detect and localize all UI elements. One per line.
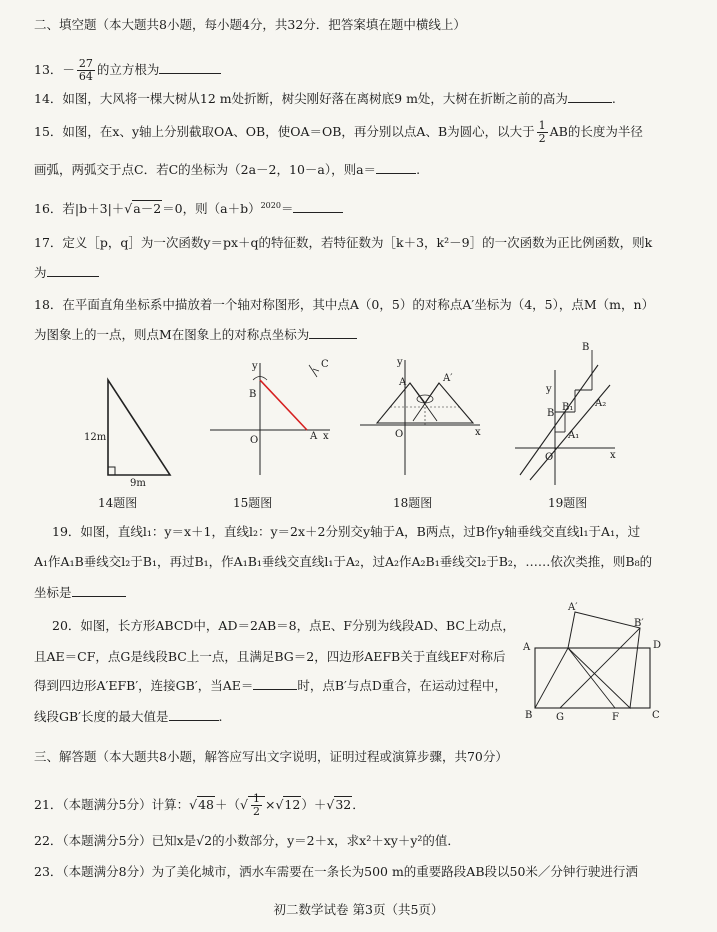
fig15-b-label: B bbox=[249, 389, 257, 400]
q16-post: ＝ bbox=[280, 201, 294, 217]
question-19-line-2: A₁作A₁B垂线交l₂于B₁，再过B₁，作A₁B₁垂线交直线l₁于A₂，过A₂作A₂B₁垂线交l₂于B₂，……依次类推，则B₈的 bbox=[34, 554, 653, 569]
question-22: 22．（本题满分5分）已知x是√2的小数部分，y＝2＋x，求x²＋xy＋y²的值． bbox=[34, 833, 460, 848]
q13-answer-blank[interactable] bbox=[159, 61, 221, 74]
question-16 bbox=[34, 197, 343, 218]
q20-line4: 线段GB′长度的最大值是 bbox=[34, 709, 169, 724]
fig15-c-label: C bbox=[321, 359, 329, 370]
q20-end: . bbox=[218, 709, 223, 724]
q20-line3-pre: 得到四边形A′EFB′，连接GB′，当AE＝ bbox=[34, 678, 254, 693]
question-20-line-1: 20．如图，长方形ABCD中，AD＝2AB＝8，点E、F分别为线段AD、BC上动点， bbox=[52, 618, 515, 633]
figure-15 bbox=[205, 355, 345, 485]
fig19-y-label: y bbox=[546, 384, 552, 395]
fig18-caption: 18题图 bbox=[393, 496, 433, 510]
tree-triangle bbox=[108, 380, 170, 475]
question-19-line-1: 19．如图，直线l₁：y＝x＋1，直线l₂：y＝2x＋2分别交y轴于A，B两点，过B作y轴垂线交直线l₁于A₁，过 bbox=[52, 524, 641, 539]
fig19-o-label: O bbox=[545, 452, 554, 463]
fig18-x-label: x bbox=[475, 427, 481, 438]
fig19-top-b-label: B bbox=[582, 342, 590, 353]
fig14-side-label: 12m bbox=[84, 432, 107, 443]
question-13 bbox=[34, 58, 221, 83]
fig19-a1-label: A₁ bbox=[568, 430, 580, 441]
fig18-o-label: O bbox=[395, 429, 404, 440]
question-20-line-3 bbox=[34, 677, 507, 695]
q16-exponent: 2020 bbox=[260, 201, 281, 210]
q16-radicand: a－2 bbox=[133, 201, 162, 217]
q13-text: 的立方根为 bbox=[96, 62, 160, 77]
q13-fraction bbox=[77, 58, 95, 83]
q21-sqrt-sign-3: √ bbox=[275, 797, 284, 812]
q14-text: 14．如图，大风将一棵大树从12 m处折断，树尖刚好落在离树底9 m处，大树在折断之前的高为 bbox=[34, 91, 568, 106]
q17-answer-blank[interactable] bbox=[47, 264, 99, 277]
question-18-line-1: 18．在平面直角坐标系中描放着一个轴对称图形，其中点A（0，5）的对称点A′坐标为（4，5），点M（m，n） bbox=[34, 297, 655, 312]
fig18-center-ellipse bbox=[417, 395, 433, 403]
q21-times: × bbox=[264, 797, 276, 812]
fig20-c-label: C bbox=[652, 710, 660, 721]
q16-mid: ＝0，则（a＋b） bbox=[162, 201, 261, 217]
fig14-base-label: 9m bbox=[130, 478, 146, 489]
q19-answer-blank[interactable] bbox=[72, 584, 126, 597]
question-18-line-2 bbox=[34, 326, 357, 344]
q16-sqrt-sign: √ bbox=[124, 201, 133, 217]
fig20-a-label: A bbox=[523, 642, 531, 653]
fig20-g-label: G bbox=[556, 712, 564, 723]
fig19-b-label: B bbox=[547, 408, 555, 419]
q21-radicand-2: 12 bbox=[284, 797, 301, 812]
q20-answer-blank-1[interactable] bbox=[253, 677, 297, 690]
fig15-y-label: y bbox=[252, 361, 258, 372]
q15-line1-pre: 15．如图，在x、y轴上分别截取OA、OB，使OA＝OB，再分别以点A、B为圆心，以大于 bbox=[34, 124, 535, 139]
fig18-inner-line-2 bbox=[413, 383, 439, 421]
q15-line2: 画弧，两弧交于点C．若C的坐标为（2a－2，10－a），则a＝ bbox=[34, 162, 377, 177]
fig19-b1-label: B₁ bbox=[562, 402, 574, 413]
q21-frac-den: 2 bbox=[252, 805, 260, 818]
q20-answer-blank-2[interactable] bbox=[169, 708, 219, 721]
q15-answer-blank[interactable] bbox=[376, 161, 416, 174]
fig19-a2-label: A₂ bbox=[595, 398, 607, 409]
fig19-line-l2 bbox=[520, 365, 598, 475]
fig15-o-label: O bbox=[250, 435, 259, 446]
q16-pre: 16．若|b＋3|＋ bbox=[34, 201, 125, 217]
fig15-caption: 15题图 bbox=[233, 496, 273, 510]
right-angle-mark bbox=[108, 467, 115, 475]
q21-radicand-1: 48 bbox=[198, 797, 214, 812]
q15-fraction bbox=[537, 120, 548, 145]
fig15-segment-ab bbox=[260, 380, 307, 430]
q13-number: 13． bbox=[34, 62, 63, 77]
q21-sqrt-sign-1: √ bbox=[189, 797, 198, 812]
q18-line2: 为图象上的一点，则点M在图象上的对称点坐标为 bbox=[34, 327, 310, 342]
q21-sqrt-fraction bbox=[248, 792, 265, 818]
q14-answer-blank[interactable] bbox=[568, 90, 612, 103]
question-14 bbox=[34, 90, 616, 108]
q18-answer-blank[interactable] bbox=[309, 326, 357, 339]
fig15-arc-c bbox=[309, 365, 319, 377]
q21-pre: 21．（本题满分5分）计算： bbox=[34, 797, 190, 812]
fig20-line-be bbox=[535, 648, 568, 708]
q15-frac-den: 2 bbox=[538, 132, 546, 145]
figure-14 bbox=[80, 370, 190, 490]
figure-18 bbox=[355, 355, 490, 485]
figure-20 bbox=[520, 600, 670, 725]
question-20-line-2: 且AE＝CF，点G是线段BC上一点，且满足BG＝2，四边形AEFB关于直线EF对称后 bbox=[34, 649, 506, 664]
q13-denominator: 64 bbox=[78, 70, 93, 83]
q14-end: . bbox=[611, 91, 616, 106]
fig14-caption: 14题图 bbox=[98, 496, 138, 510]
page-footer: 初二数学试卷 第3页（共5页） bbox=[273, 902, 444, 917]
section-3-title: 三、解答题（本大题共8小题，解答应写出文字说明，证明过程或演算步骤，共70分） bbox=[34, 749, 508, 764]
fig20-rectangle bbox=[535, 648, 650, 708]
q13-minus: － bbox=[62, 62, 75, 77]
question-20-line-4 bbox=[34, 708, 223, 726]
q21-sqrt-sign-2: √ bbox=[240, 797, 248, 812]
q15-frac-num: 1 bbox=[538, 119, 546, 132]
question-15-line-2 bbox=[34, 161, 420, 179]
section-2-title: 二、填空题（本大题共8小题，每小题4分，共32分．把答案填在题中横线上） bbox=[34, 17, 466, 32]
fig20-line-ef bbox=[568, 648, 615, 708]
q21-fraction bbox=[251, 793, 262, 818]
fig18-y-label: y bbox=[397, 357, 403, 368]
fig20-f-label: F bbox=[612, 712, 619, 723]
q21-frac-num: 1 bbox=[252, 792, 260, 805]
q16-answer-blank[interactable] bbox=[293, 200, 343, 213]
q13-numerator: 27 bbox=[78, 57, 93, 70]
question-21 bbox=[34, 793, 365, 818]
question-17-line-2 bbox=[34, 264, 99, 282]
fig20-line-gb bbox=[560, 628, 640, 708]
q19-line3: 坐标是 bbox=[34, 585, 72, 600]
q17-line2: 为 bbox=[34, 265, 47, 280]
fig20-a-prime-label: A′ bbox=[568, 602, 578, 613]
fig15-x-label: x bbox=[323, 431, 329, 442]
q21-end: ． bbox=[352, 797, 365, 812]
question-15-line-1 bbox=[34, 120, 643, 145]
q21-plus: ＋（ bbox=[214, 797, 240, 812]
fig15-a-label: A bbox=[310, 431, 318, 442]
q15-end: . bbox=[416, 162, 421, 177]
q15-line1-post: AB的长度为半径 bbox=[549, 124, 643, 139]
figure-19 bbox=[510, 340, 630, 490]
fig20-b-prime-label: B′ bbox=[634, 618, 644, 629]
q20-line3-post: 时，点B′与点D重合，在运动过程中， bbox=[297, 678, 507, 693]
q21-sqrt-sign-4: √ bbox=[326, 797, 335, 812]
fig19-x-label: x bbox=[610, 450, 616, 461]
fig18-a-prime-label: A′ bbox=[443, 373, 453, 384]
question-19-line-3 bbox=[34, 584, 126, 602]
q21-close: ）＋ bbox=[301, 797, 327, 812]
q21-radicand-3: 32 bbox=[335, 797, 352, 812]
fig18-inner-line-1 bbox=[410, 383, 437, 421]
fig19-caption: 19题图 bbox=[548, 496, 588, 510]
question-17-line-1: 17．定义［p，q］为一次函数y＝px＋q的特征数，若特征数为［k＋3，k²－9］的一次函数为正比例函数，则k bbox=[34, 235, 653, 250]
fig20-d-label: D bbox=[653, 640, 662, 651]
fig20-b-label: B bbox=[525, 710, 533, 721]
fig18-a-label: A bbox=[399, 377, 407, 388]
question-23: 23．（本题满分8分）为了美化城市，洒水车需要在一条长为500 m的重要路段AB段以50米／分钟行驶进行洒 bbox=[34, 864, 638, 879]
